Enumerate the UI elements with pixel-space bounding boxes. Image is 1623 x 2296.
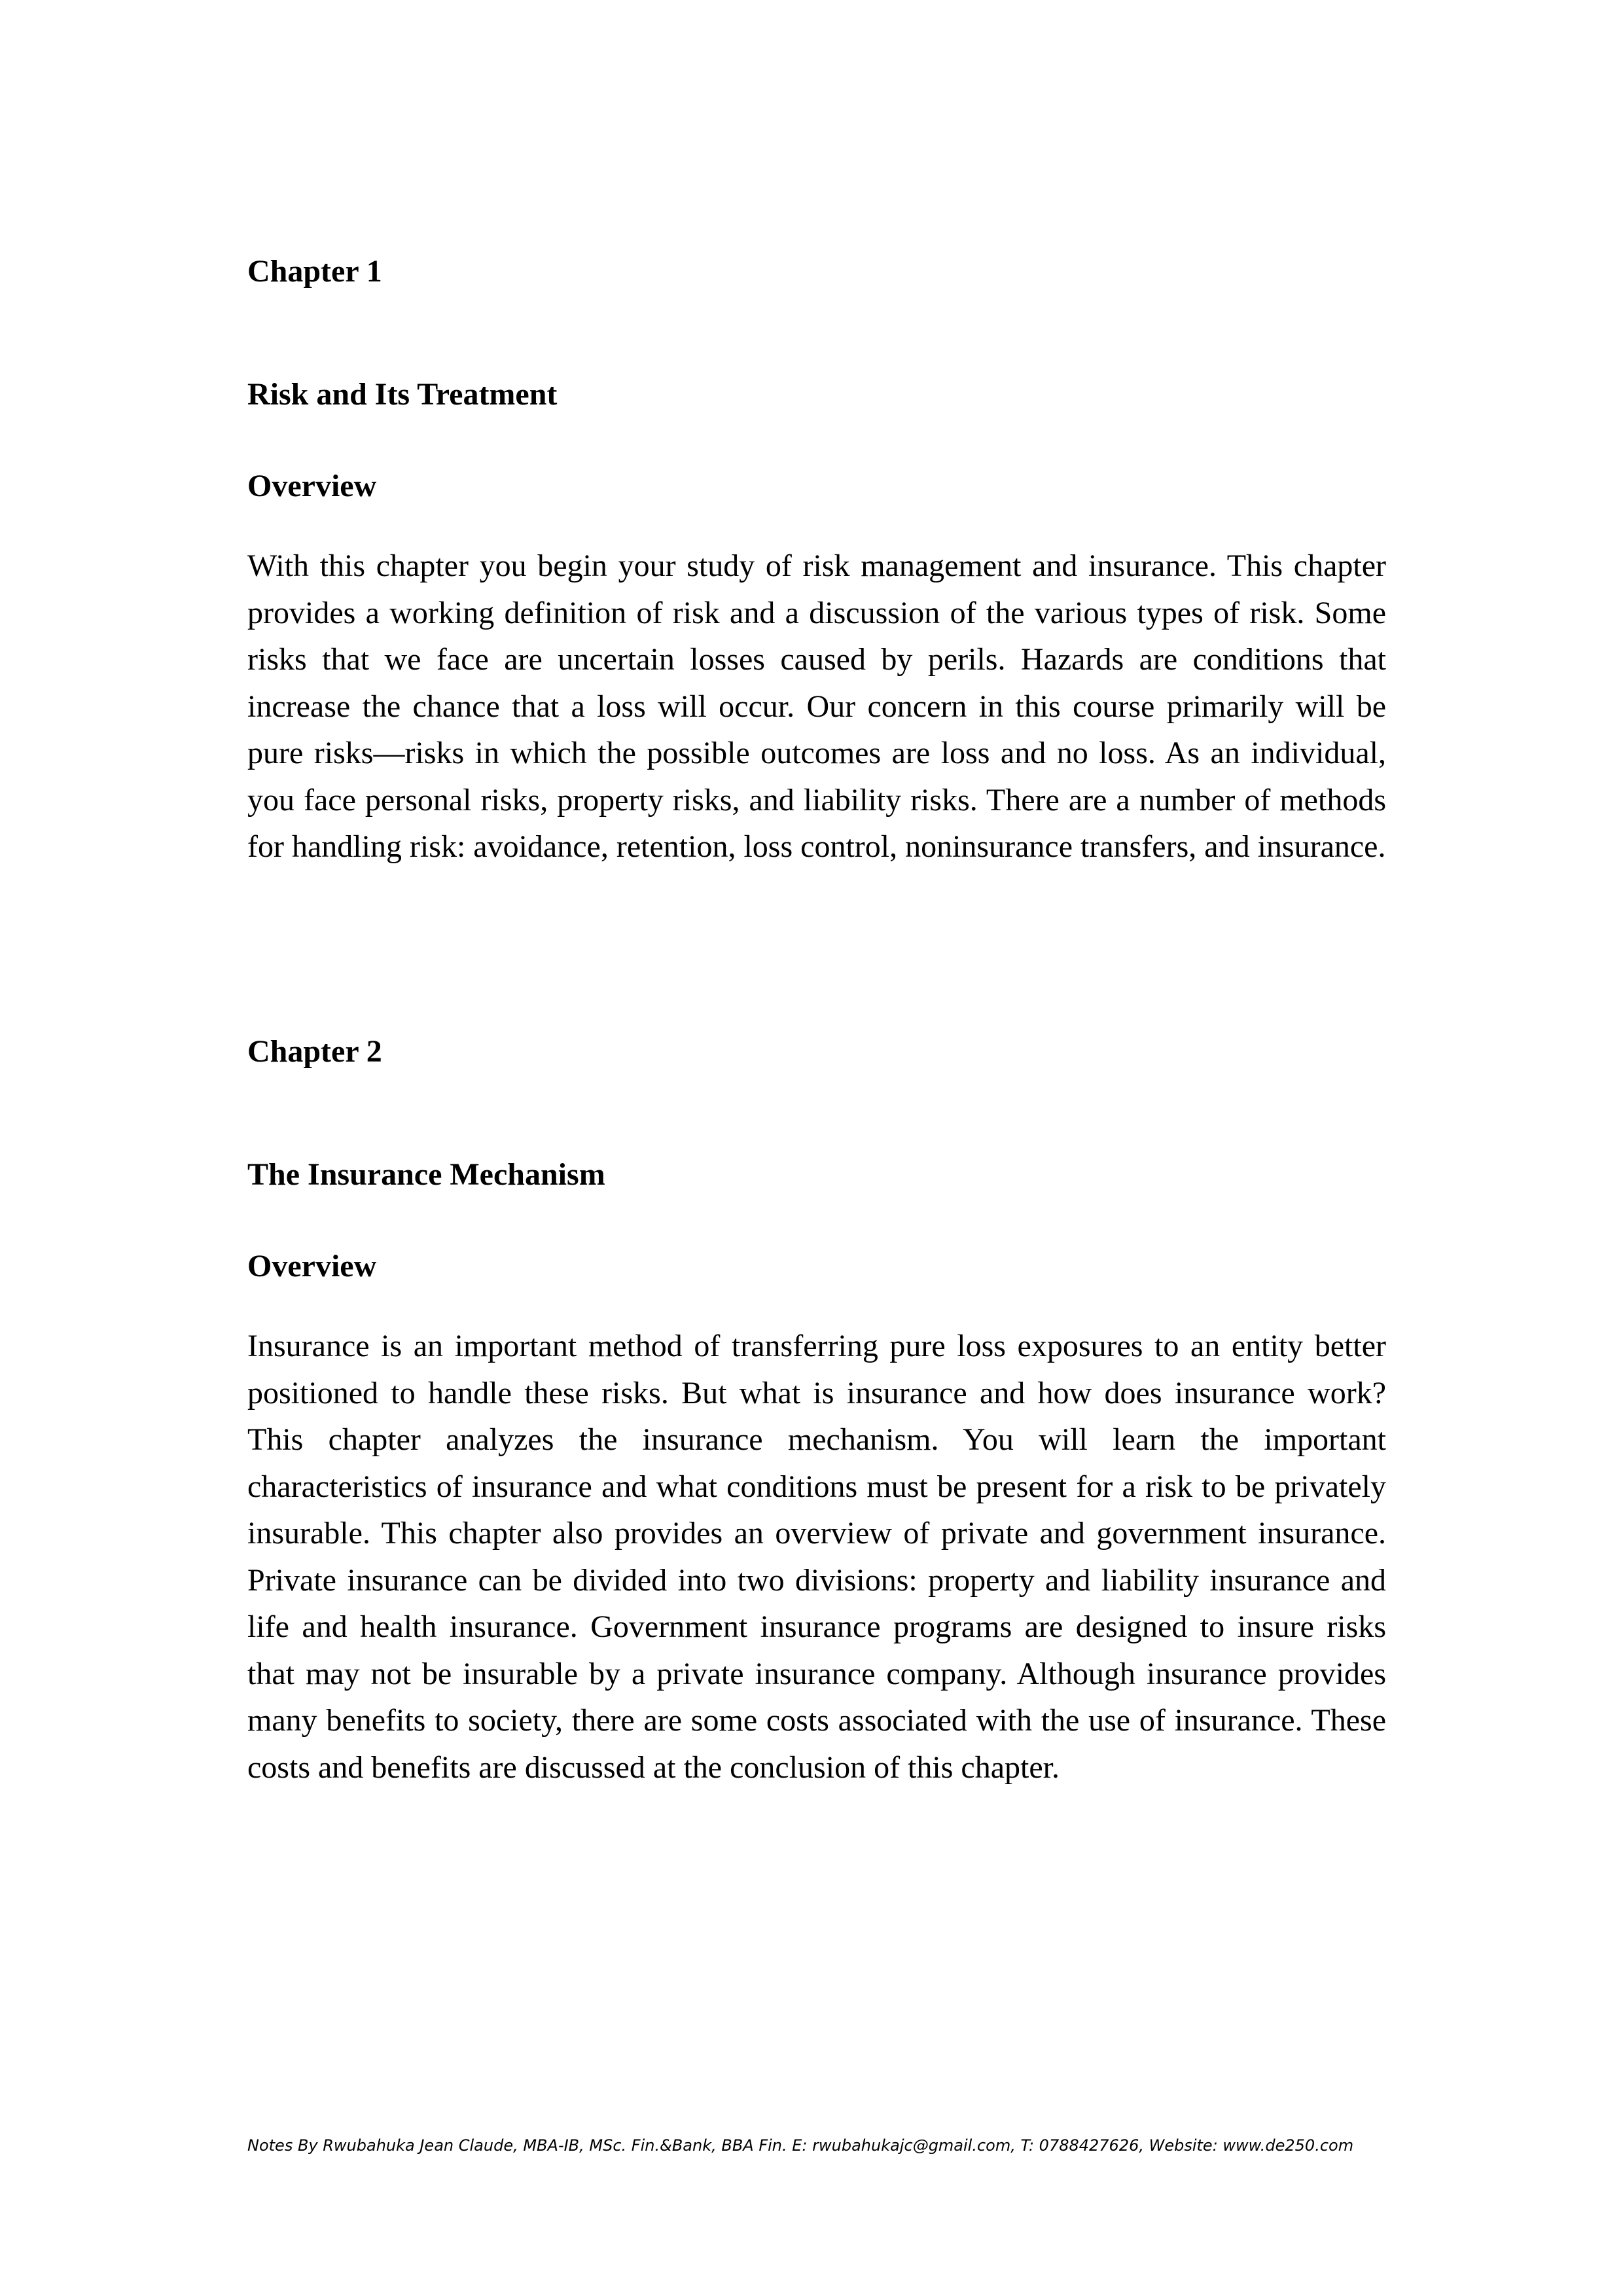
chapter-1-number: Chapter 1 — [247, 254, 382, 289]
chapter-2-overview-paragraph: Insurance is an important method of transferring pure loss exposures to an entity better positioned to handle these risks. But what is insurance and how does insurance work? This chapter analyzes the insurance mechanism. You will learn the important characteristics of insurance and what conditions must be present for a risk to be privately insurable. This chapter also provides an overview of private and government insurance. Private insurance can be divided into two divisions: property and liability insurance and life and health insurance. Government insurance programs are designed to insure risks that may not be insurable by a private insurance company. Although insurance provides many benefits to society, there are some costs associated with the use of insurance. These costs and benefits are discussed at the conclusion of this chapter. — [247, 1329, 1386, 1785]
chapter-2-overview-heading: Overview — [247, 1249, 377, 1283]
page-footer: Notes By Rwubahuka Jean Claude, MBA-IB, MSc. Fin.&Bank, BBA Fin. E: rwubahukajc@gmail.com, T: 0788427626, Website: www.de250.com — [247, 2136, 1354, 2155]
chapter-2-number: Chapter 2 — [247, 1034, 382, 1069]
chapter-1-overview-heading: Overview — [247, 469, 377, 503]
chapter-1-title: Risk and Its Treatment — [247, 377, 558, 412]
chapter-2-title: The Insurance Mechanism — [247, 1157, 605, 1192]
chapter-1-overview-paragraph: With this chapter you begin your study of risk management and insurance. This chapter provides a working definition of risk and a discussion of the various types of risk. Some risks that we face are uncertain losses caused by perils. Hazards are conditions that increase the chance that a loss will occur. Our concern in this course primarily will be pure risks—risks in which the possible outcomes are loss and no loss. As an individual, you face personal risks, property risks, and liability risks. There are a number of methods for handling risk: avoidance, retention, loss control, noninsurance transfers, and insurance. — [247, 548, 1386, 864]
